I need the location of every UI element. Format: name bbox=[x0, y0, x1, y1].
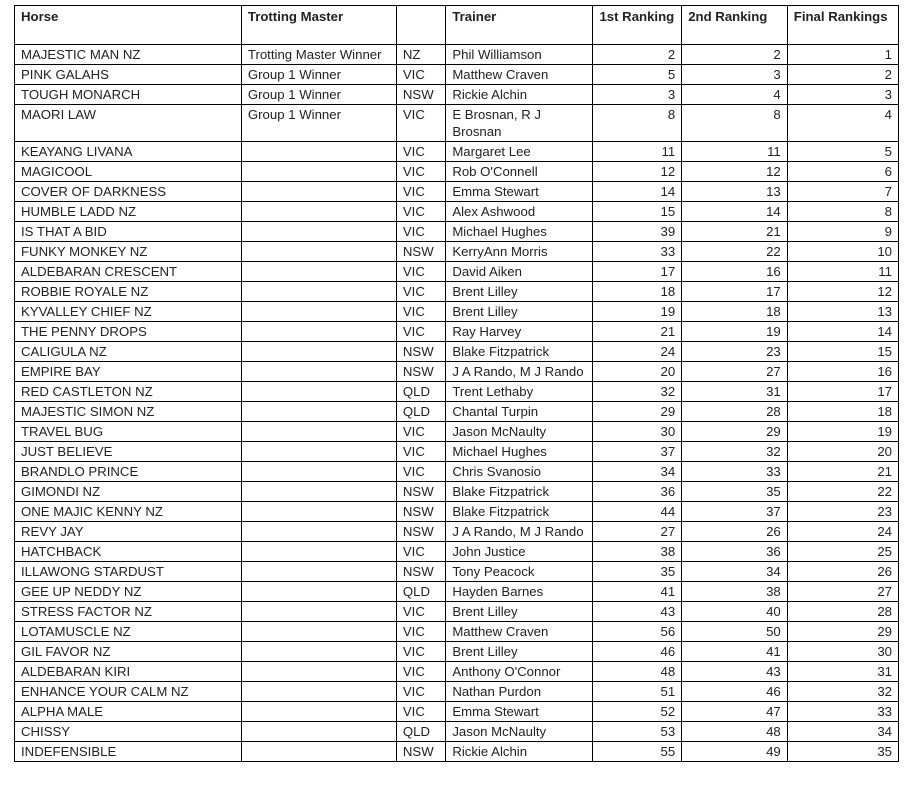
second-ranking-cell: 46 bbox=[682, 682, 788, 702]
state-cell: NZ bbox=[396, 45, 445, 65]
first-ranking-cell: 2 bbox=[593, 45, 682, 65]
second-ranking-cell: 43 bbox=[682, 662, 788, 682]
horse-cell: MAGICOOL bbox=[15, 162, 242, 182]
first-ranking-cell: 3 bbox=[593, 85, 682, 105]
state-cell: QLD bbox=[396, 582, 445, 602]
trainer-cell: Jason McNaulty bbox=[446, 422, 593, 442]
second-ranking-cell: 4 bbox=[682, 85, 788, 105]
first-ranking-cell: 32 bbox=[593, 382, 682, 402]
trotting-master-cell bbox=[241, 322, 396, 342]
table-row bbox=[15, 382, 899, 402]
trainer-cell: Ray Harvey bbox=[446, 322, 593, 342]
trotting-master-cell bbox=[241, 682, 396, 702]
header-trainer: Trainer bbox=[446, 6, 593, 45]
state-cell: VIC bbox=[396, 302, 445, 322]
trotting-master-cell bbox=[241, 562, 396, 582]
table-row bbox=[15, 622, 899, 642]
trotting-master-cell bbox=[241, 242, 396, 262]
final-ranking-cell: 6 bbox=[787, 162, 898, 182]
second-ranking-cell: 14 bbox=[682, 202, 788, 222]
first-ranking-cell: 29 bbox=[593, 402, 682, 422]
trotting-master-cell bbox=[241, 262, 396, 282]
final-ranking-cell: 13 bbox=[787, 302, 898, 322]
state-cell: NSW bbox=[396, 522, 445, 542]
final-ranking-cell: 35 bbox=[787, 742, 898, 762]
second-ranking-cell: 23 bbox=[682, 342, 788, 362]
trainer-cell: Brent Lilley bbox=[446, 302, 593, 322]
trotting-master-cell bbox=[241, 742, 396, 762]
table-row bbox=[15, 65, 899, 85]
first-ranking-cell: 27 bbox=[593, 522, 682, 542]
second-ranking-cell: 22 bbox=[682, 242, 788, 262]
first-ranking-cell: 15 bbox=[593, 202, 682, 222]
horse-cell: FUNKY MONKEY NZ bbox=[15, 242, 242, 262]
horse-cell: REVY JAY bbox=[15, 522, 242, 542]
state-cell: VIC bbox=[396, 642, 445, 662]
table-row bbox=[15, 242, 899, 262]
state-cell: VIC bbox=[396, 182, 445, 202]
first-ranking-cell: 36 bbox=[593, 482, 682, 502]
final-ranking-cell: 29 bbox=[787, 622, 898, 642]
table-row bbox=[15, 162, 899, 182]
trainer-cell: Blake Fitzpatrick bbox=[446, 502, 593, 522]
table-row bbox=[15, 45, 899, 65]
state-cell: VIC bbox=[396, 105, 445, 142]
table-row bbox=[15, 142, 899, 162]
final-ranking-cell: 10 bbox=[787, 242, 898, 262]
trotting-master-cell bbox=[241, 702, 396, 722]
horse-cell: IS THAT A BID bbox=[15, 222, 242, 242]
trotting-master-cell: Group 1 Winner bbox=[241, 105, 396, 142]
final-ranking-cell: 3 bbox=[787, 85, 898, 105]
header-final-rankings: Final Rankings bbox=[787, 6, 898, 45]
first-ranking-cell: 33 bbox=[593, 242, 682, 262]
trainer-cell: Emma Stewart bbox=[446, 182, 593, 202]
horse-cell: EMPIRE BAY bbox=[15, 362, 242, 382]
header-horse: Horse bbox=[15, 6, 242, 45]
horse-cell: ROBBIE ROYALE NZ bbox=[15, 282, 242, 302]
trotting-master-cell bbox=[241, 502, 396, 522]
table-row bbox=[15, 85, 899, 105]
state-cell: VIC bbox=[396, 65, 445, 85]
horse-cell: COVER OF DARKNESS bbox=[15, 182, 242, 202]
trainer-cell: Matthew Craven bbox=[446, 65, 593, 85]
second-ranking-cell: 31 bbox=[682, 382, 788, 402]
trainer-cell: Anthony O'Connor bbox=[446, 662, 593, 682]
trainer-cell: Emma Stewart bbox=[446, 702, 593, 722]
table-row bbox=[15, 442, 899, 462]
final-ranking-cell: 4 bbox=[787, 105, 898, 142]
state-cell: VIC bbox=[396, 602, 445, 622]
table-row bbox=[15, 462, 899, 482]
trotting-master-cell bbox=[241, 362, 396, 382]
table-row bbox=[15, 642, 899, 662]
state-cell: NSW bbox=[396, 85, 445, 105]
trainer-cell: Rickie Alchin bbox=[446, 742, 593, 762]
final-ranking-cell: 34 bbox=[787, 722, 898, 742]
second-ranking-cell: 47 bbox=[682, 702, 788, 722]
final-ranking-cell: 21 bbox=[787, 462, 898, 482]
horse-cell: MAORI LAW bbox=[15, 105, 242, 142]
second-ranking-cell: 28 bbox=[682, 402, 788, 422]
trainer-cell: John Justice bbox=[446, 542, 593, 562]
first-ranking-cell: 5 bbox=[593, 65, 682, 85]
final-ranking-cell: 7 bbox=[787, 182, 898, 202]
trotting-master-cell bbox=[241, 342, 396, 362]
horse-cell: JUST BELIEVE bbox=[15, 442, 242, 462]
trainer-cell: Brent Lilley bbox=[446, 602, 593, 622]
horse-cell: CALIGULA NZ bbox=[15, 342, 242, 362]
state-cell: VIC bbox=[396, 442, 445, 462]
trainer-cell: Hayden Barnes bbox=[446, 582, 593, 602]
table-row bbox=[15, 322, 899, 342]
table-row bbox=[15, 302, 899, 322]
state-cell: VIC bbox=[396, 462, 445, 482]
final-ranking-cell: 16 bbox=[787, 362, 898, 382]
trainer-cell: Chantal Turpin bbox=[446, 402, 593, 422]
trotting-master-cell: Group 1 Winner bbox=[241, 65, 396, 85]
state-cell: VIC bbox=[396, 202, 445, 222]
state-cell: VIC bbox=[396, 422, 445, 442]
final-ranking-cell: 8 bbox=[787, 202, 898, 222]
table-row bbox=[15, 702, 899, 722]
first-ranking-cell: 30 bbox=[593, 422, 682, 442]
second-ranking-cell: 48 bbox=[682, 722, 788, 742]
trotting-master-cell bbox=[241, 382, 396, 402]
first-ranking-cell: 38 bbox=[593, 542, 682, 562]
first-ranking-cell: 24 bbox=[593, 342, 682, 362]
trainer-cell: Chris Svanosio bbox=[446, 462, 593, 482]
state-cell: VIC bbox=[396, 622, 445, 642]
table-row bbox=[15, 222, 899, 242]
final-ranking-cell: 12 bbox=[787, 282, 898, 302]
state-cell: NSW bbox=[396, 342, 445, 362]
horse-cell: HATCHBACK bbox=[15, 542, 242, 562]
state-cell: QLD bbox=[396, 722, 445, 742]
horse-cell: LOTAMUSCLE NZ bbox=[15, 622, 242, 642]
second-ranking-cell: 18 bbox=[682, 302, 788, 322]
trainer-cell: Matthew Craven bbox=[446, 622, 593, 642]
final-ranking-cell: 2 bbox=[787, 65, 898, 85]
table-row bbox=[15, 105, 899, 142]
trotting-master-cell bbox=[241, 162, 396, 182]
state-cell: VIC bbox=[396, 322, 445, 342]
horse-cell: ALDEBARAN CRESCENT bbox=[15, 262, 242, 282]
final-ranking-cell: 27 bbox=[787, 582, 898, 602]
trotting-master-cell: Trotting Master Winner bbox=[241, 45, 396, 65]
second-ranking-cell: 8 bbox=[682, 105, 788, 142]
horse-cell: RED CASTLETON NZ bbox=[15, 382, 242, 402]
header-trotting-master: Trotting Master bbox=[241, 6, 396, 45]
first-ranking-cell: 52 bbox=[593, 702, 682, 722]
final-ranking-cell: 14 bbox=[787, 322, 898, 342]
final-ranking-cell: 9 bbox=[787, 222, 898, 242]
horse-cell: KYVALLEY CHIEF NZ bbox=[15, 302, 242, 322]
trainer-cell: Nathan Purdon bbox=[446, 682, 593, 702]
trotting-master-cell bbox=[241, 542, 396, 562]
trotting-master-cell bbox=[241, 482, 396, 502]
horse-cell: GEE UP NEDDY NZ bbox=[15, 582, 242, 602]
table-row bbox=[15, 542, 899, 562]
state-cell: VIC bbox=[396, 542, 445, 562]
second-ranking-cell: 13 bbox=[682, 182, 788, 202]
first-ranking-cell: 55 bbox=[593, 742, 682, 762]
final-ranking-cell: 32 bbox=[787, 682, 898, 702]
table-row bbox=[15, 522, 899, 542]
horse-cell: BRANDLO PRINCE bbox=[15, 462, 242, 482]
state-cell: QLD bbox=[396, 402, 445, 422]
trotting-master-cell bbox=[241, 622, 396, 642]
state-cell: VIC bbox=[396, 662, 445, 682]
state-cell: VIC bbox=[396, 142, 445, 162]
state-cell: VIC bbox=[396, 282, 445, 302]
second-ranking-cell: 33 bbox=[682, 462, 788, 482]
final-ranking-cell: 25 bbox=[787, 542, 898, 562]
second-ranking-cell: 32 bbox=[682, 442, 788, 462]
table-row bbox=[15, 362, 899, 382]
table-row bbox=[15, 662, 899, 682]
second-ranking-cell: 40 bbox=[682, 602, 788, 622]
second-ranking-cell: 35 bbox=[682, 482, 788, 502]
trainer-cell: E Brosnan, R J Brosnan bbox=[446, 105, 593, 142]
state-cell: NSW bbox=[396, 362, 445, 382]
horse-cell: GIMONDI NZ bbox=[15, 482, 242, 502]
state-cell: NSW bbox=[396, 502, 445, 522]
second-ranking-cell: 12 bbox=[682, 162, 788, 182]
horse-cell: ONE MAJIC KENNY NZ bbox=[15, 502, 242, 522]
trotting-master-cell bbox=[241, 422, 396, 442]
second-ranking-cell: 34 bbox=[682, 562, 788, 582]
final-ranking-cell: 19 bbox=[787, 422, 898, 442]
trotting-master-cell bbox=[241, 202, 396, 222]
header-2nd-ranking: 2nd Ranking bbox=[682, 6, 788, 45]
second-ranking-cell: 11 bbox=[682, 142, 788, 162]
first-ranking-cell: 17 bbox=[593, 262, 682, 282]
trotting-master-cell bbox=[241, 462, 396, 482]
first-ranking-cell: 53 bbox=[593, 722, 682, 742]
first-ranking-cell: 34 bbox=[593, 462, 682, 482]
trainer-cell: Alex Ashwood bbox=[446, 202, 593, 222]
table-row bbox=[15, 422, 899, 442]
state-cell: QLD bbox=[396, 382, 445, 402]
trotting-master-cell bbox=[241, 582, 396, 602]
first-ranking-cell: 44 bbox=[593, 502, 682, 522]
second-ranking-cell: 50 bbox=[682, 622, 788, 642]
trainer-cell: Blake Fitzpatrick bbox=[446, 482, 593, 502]
first-ranking-cell: 11 bbox=[593, 142, 682, 162]
table-row bbox=[15, 482, 899, 502]
trainer-cell: J A Rando, M J Rando bbox=[446, 522, 593, 542]
header-1st-ranking: 1st Ranking bbox=[593, 6, 682, 45]
table-row bbox=[15, 202, 899, 222]
first-ranking-cell: 51 bbox=[593, 682, 682, 702]
first-ranking-cell: 46 bbox=[593, 642, 682, 662]
table-row bbox=[15, 342, 899, 362]
second-ranking-cell: 29 bbox=[682, 422, 788, 442]
state-cell: NSW bbox=[396, 482, 445, 502]
first-ranking-cell: 56 bbox=[593, 622, 682, 642]
trainer-cell: Michael Hughes bbox=[446, 442, 593, 462]
second-ranking-cell: 37 bbox=[682, 502, 788, 522]
table-row bbox=[15, 742, 899, 762]
final-ranking-cell: 31 bbox=[787, 662, 898, 682]
state-cell: VIC bbox=[396, 262, 445, 282]
final-ranking-cell: 26 bbox=[787, 562, 898, 582]
horse-cell: ILLAWONG STARDUST bbox=[15, 562, 242, 582]
table-row bbox=[15, 582, 899, 602]
trotting-master-cell bbox=[241, 182, 396, 202]
trotting-master-cell bbox=[241, 142, 396, 162]
trainer-cell: KerryAnn Morris bbox=[446, 242, 593, 262]
trainer-cell: Brent Lilley bbox=[446, 642, 593, 662]
trainer-cell: J A Rando, M J Rando bbox=[446, 362, 593, 382]
first-ranking-cell: 8 bbox=[593, 105, 682, 142]
trotting-master-cell: Group 1 Winner bbox=[241, 85, 396, 105]
trainer-cell: Tony Peacock bbox=[446, 562, 593, 582]
first-ranking-cell: 21 bbox=[593, 322, 682, 342]
rankings-table-container bbox=[14, 5, 899, 762]
horse-cell: MAJESTIC SIMON NZ bbox=[15, 402, 242, 422]
final-ranking-cell: 23 bbox=[787, 502, 898, 522]
state-cell: VIC bbox=[396, 162, 445, 182]
first-ranking-cell: 20 bbox=[593, 362, 682, 382]
second-ranking-cell: 3 bbox=[682, 65, 788, 85]
trainer-cell: Brent Lilley bbox=[446, 282, 593, 302]
table-row bbox=[15, 502, 899, 522]
final-ranking-cell: 11 bbox=[787, 262, 898, 282]
trotting-master-cell bbox=[241, 522, 396, 542]
trainer-cell: Blake Fitzpatrick bbox=[446, 342, 593, 362]
horse-cell: ALPHA MALE bbox=[15, 702, 242, 722]
trainer-cell: Phil Williamson bbox=[446, 45, 593, 65]
trotting-master-cell bbox=[241, 222, 396, 242]
first-ranking-cell: 37 bbox=[593, 442, 682, 462]
table-row bbox=[15, 182, 899, 202]
first-ranking-cell: 48 bbox=[593, 662, 682, 682]
second-ranking-cell: 16 bbox=[682, 262, 788, 282]
state-cell: VIC bbox=[396, 682, 445, 702]
first-ranking-cell: 39 bbox=[593, 222, 682, 242]
table-row bbox=[15, 402, 899, 422]
table-row bbox=[15, 602, 899, 622]
state-cell: NSW bbox=[396, 562, 445, 582]
state-cell: NSW bbox=[396, 742, 445, 762]
first-ranking-cell: 41 bbox=[593, 582, 682, 602]
second-ranking-cell: 21 bbox=[682, 222, 788, 242]
state-cell: VIC bbox=[396, 702, 445, 722]
trainer-cell: David Aiken bbox=[446, 262, 593, 282]
header-row bbox=[15, 6, 899, 45]
horse-cell: GIL FAVOR NZ bbox=[15, 642, 242, 662]
trotting-master-cell bbox=[241, 402, 396, 422]
first-ranking-cell: 43 bbox=[593, 602, 682, 622]
final-ranking-cell: 17 bbox=[787, 382, 898, 402]
trainer-cell: Rickie Alchin bbox=[446, 85, 593, 105]
trotting-master-cell bbox=[241, 602, 396, 622]
horse-cell: INDEFENSIBLE bbox=[15, 742, 242, 762]
table-row bbox=[15, 682, 899, 702]
table-body bbox=[15, 45, 899, 762]
horse-cell: STRESS FACTOR NZ bbox=[15, 602, 242, 622]
table-row bbox=[15, 262, 899, 282]
trotting-master-cell bbox=[241, 302, 396, 322]
horse-cell: MAJESTIC MAN NZ bbox=[15, 45, 242, 65]
second-ranking-cell: 36 bbox=[682, 542, 788, 562]
horse-cell: TRAVEL BUG bbox=[15, 422, 242, 442]
first-ranking-cell: 19 bbox=[593, 302, 682, 322]
trainer-cell: Michael Hughes bbox=[446, 222, 593, 242]
final-ranking-cell: 24 bbox=[787, 522, 898, 542]
table-row bbox=[15, 562, 899, 582]
horse-cell: KEAYANG LIVANA bbox=[15, 142, 242, 162]
trotting-master-cell bbox=[241, 282, 396, 302]
final-ranking-cell: 15 bbox=[787, 342, 898, 362]
horse-cell: HUMBLE LADD NZ bbox=[15, 202, 242, 222]
horse-cell: ENHANCE YOUR CALM NZ bbox=[15, 682, 242, 702]
trotting-master-cell bbox=[241, 722, 396, 742]
final-ranking-cell: 18 bbox=[787, 402, 898, 422]
horse-cell: CHISSY bbox=[15, 722, 242, 742]
second-ranking-cell: 2 bbox=[682, 45, 788, 65]
final-ranking-cell: 33 bbox=[787, 702, 898, 722]
trotting-master-cell bbox=[241, 662, 396, 682]
final-ranking-cell: 30 bbox=[787, 642, 898, 662]
final-ranking-cell: 1 bbox=[787, 45, 898, 65]
first-ranking-cell: 35 bbox=[593, 562, 682, 582]
second-ranking-cell: 19 bbox=[682, 322, 788, 342]
state-cell: NSW bbox=[396, 242, 445, 262]
first-ranking-cell: 12 bbox=[593, 162, 682, 182]
second-ranking-cell: 41 bbox=[682, 642, 788, 662]
horse-cell: THE PENNY DROPS bbox=[15, 322, 242, 342]
table-row bbox=[15, 282, 899, 302]
second-ranking-cell: 26 bbox=[682, 522, 788, 542]
final-ranking-cell: 28 bbox=[787, 602, 898, 622]
trainer-cell: Rob O'Connell bbox=[446, 162, 593, 182]
final-ranking-cell: 22 bbox=[787, 482, 898, 502]
second-ranking-cell: 49 bbox=[682, 742, 788, 762]
first-ranking-cell: 18 bbox=[593, 282, 682, 302]
second-ranking-cell: 27 bbox=[682, 362, 788, 382]
horse-cell: TOUGH MONARCH bbox=[15, 85, 242, 105]
rankings-table bbox=[14, 5, 899, 762]
final-ranking-cell: 20 bbox=[787, 442, 898, 462]
trainer-cell: Margaret Lee bbox=[446, 142, 593, 162]
header-state bbox=[396, 6, 445, 45]
second-ranking-cell: 17 bbox=[682, 282, 788, 302]
table-row bbox=[15, 722, 899, 742]
final-ranking-cell: 5 bbox=[787, 142, 898, 162]
trainer-cell: Trent Lethaby bbox=[446, 382, 593, 402]
first-ranking-cell: 14 bbox=[593, 182, 682, 202]
state-cell: VIC bbox=[396, 222, 445, 242]
second-ranking-cell: 38 bbox=[682, 582, 788, 602]
horse-cell: ALDEBARAN KIRI bbox=[15, 662, 242, 682]
trotting-master-cell bbox=[241, 642, 396, 662]
horse-cell: PINK GALAHS bbox=[15, 65, 242, 85]
trotting-master-cell bbox=[241, 442, 396, 462]
trainer-cell: Jason McNaulty bbox=[446, 722, 593, 742]
